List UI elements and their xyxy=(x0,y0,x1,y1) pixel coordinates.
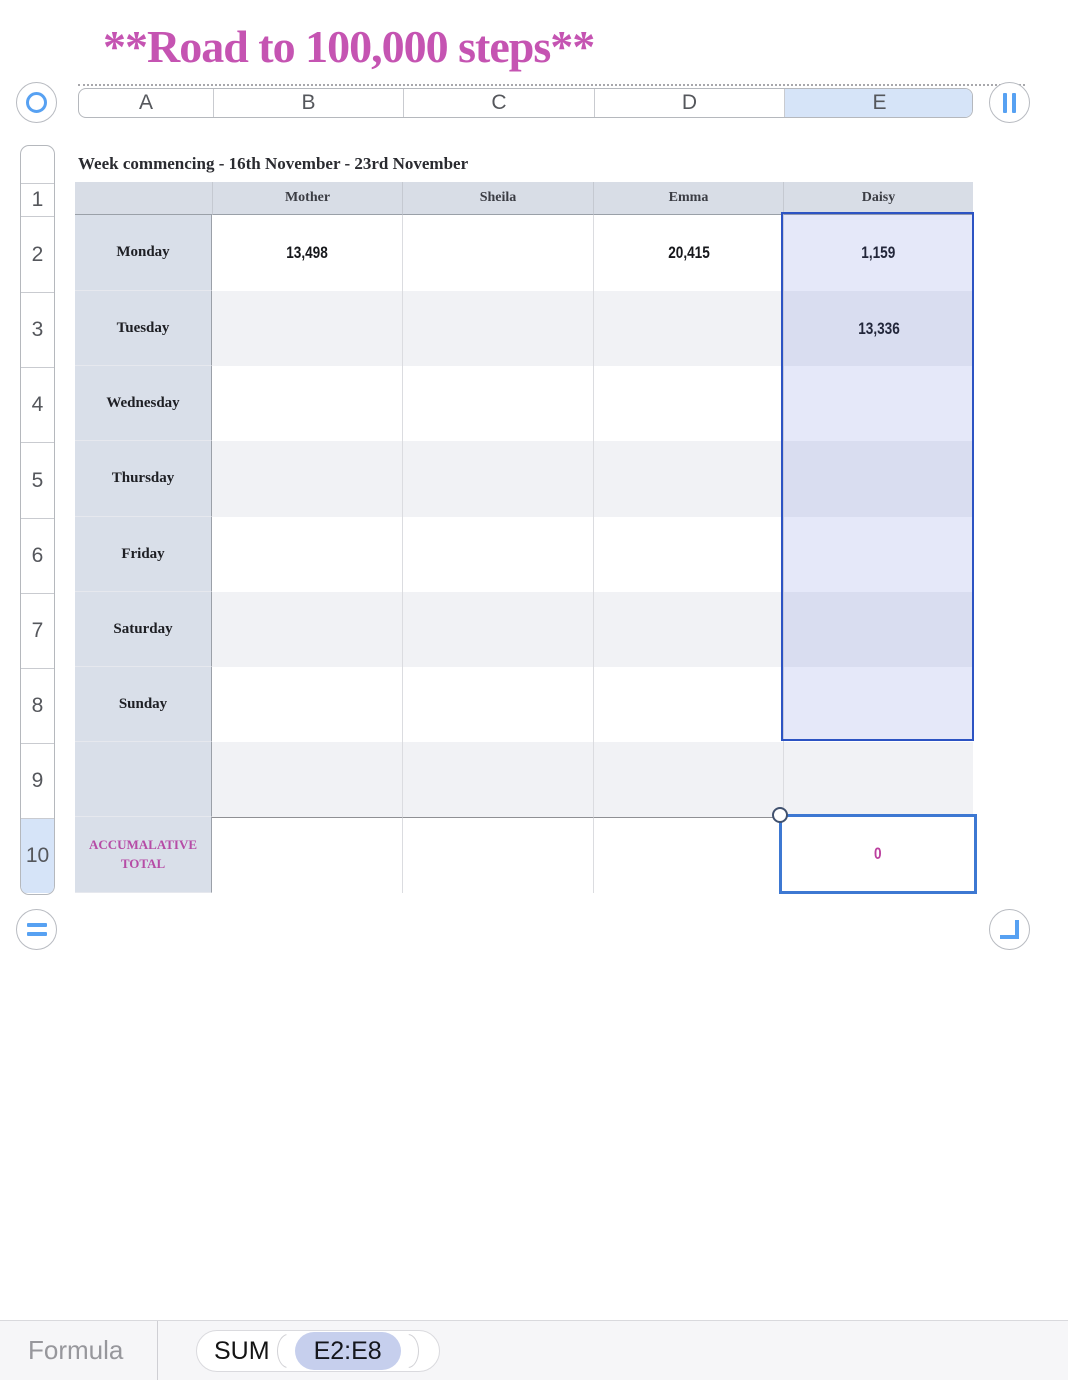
table-cell[interactable] xyxy=(593,817,783,893)
row-header-title[interactable] xyxy=(21,146,54,183)
table-cell[interactable] xyxy=(783,742,973,817)
add-row-button[interactable] xyxy=(16,909,57,950)
row-bars-icon xyxy=(27,923,47,936)
table-cell[interactable] xyxy=(593,215,783,291)
row-header-10[interactable]: 10 xyxy=(21,818,54,893)
row-header-1[interactable]: 1 xyxy=(21,183,54,216)
table-cell[interactable] xyxy=(212,441,402,517)
cell-value: 13,336 xyxy=(857,318,900,338)
table-cell[interactable]: Sheila xyxy=(402,182,593,215)
table-cell[interactable] xyxy=(593,291,783,366)
formula-function-token[interactable]: SUM xyxy=(214,1336,270,1365)
formula-bar-divider xyxy=(157,1321,158,1380)
table-title-cell[interactable]: Week commencing - 16th November - 23rd November xyxy=(78,153,469,173)
row-header-3[interactable]: 3 xyxy=(21,292,54,367)
row-label-cell[interactable]: Sunday xyxy=(75,667,212,742)
table-cell[interactable] xyxy=(212,742,402,817)
row-label-cell[interactable]: Tuesday xyxy=(75,291,212,366)
column-header-a[interactable]: A xyxy=(138,91,153,114)
column-header-bar xyxy=(78,88,973,118)
table-cell[interactable]: Daisy xyxy=(783,182,973,215)
formula-bar-label: Formula xyxy=(28,1335,124,1365)
row-header-5[interactable]: 5 xyxy=(21,442,54,518)
table-row xyxy=(75,145,973,182)
table-cell[interactable]: Mother xyxy=(212,182,402,215)
add-column-button[interactable] xyxy=(989,82,1030,123)
formula-bar xyxy=(0,1320,1068,1380)
row-header-9[interactable]: 9 xyxy=(21,743,54,818)
table-cell[interactable] xyxy=(402,742,593,817)
row-label-cell[interactable] xyxy=(75,817,212,893)
table-cell[interactable] xyxy=(402,441,593,517)
table-cell[interactable] xyxy=(593,441,783,517)
select-all-icon xyxy=(26,92,47,113)
table-header-row xyxy=(75,182,973,215)
active-cell-e10[interactable] xyxy=(779,814,977,894)
table-cell[interactable] xyxy=(212,291,402,366)
page-title: **Road to 100,000 steps** xyxy=(103,21,595,72)
column-header-b[interactable]: B xyxy=(213,89,403,117)
table-cell[interactable] xyxy=(402,592,593,667)
table-cell[interactable] xyxy=(212,215,402,291)
table-cell[interactable] xyxy=(212,667,402,742)
cell-value: 13,498 xyxy=(286,243,328,262)
row-label-cell[interactable] xyxy=(75,742,212,817)
table-cell[interactable] xyxy=(402,517,593,592)
total-label: ACCUMALATIVE TOTAL xyxy=(88,837,198,871)
table-cell[interactable] xyxy=(212,592,402,667)
table-cell[interactable] xyxy=(402,366,593,441)
active-cell-value: 0 xyxy=(874,844,882,863)
table-cell[interactable] xyxy=(402,215,593,291)
formula-range-token[interactable]: E2:E8 xyxy=(295,1332,401,1370)
row-header-7[interactable]: 7 xyxy=(21,593,54,668)
table-cell[interactable] xyxy=(75,182,212,215)
cell-value: 20,415 xyxy=(667,243,710,262)
table-cell[interactable] xyxy=(593,517,783,592)
row-label-cell[interactable]: Monday xyxy=(75,215,212,291)
row-label-cell[interactable]: Wednesday xyxy=(75,366,212,441)
row-header-2[interactable]: 2 xyxy=(21,216,54,292)
column-bars-icon xyxy=(1003,93,1016,113)
table-cell[interactable] xyxy=(212,366,402,441)
table-cell[interactable] xyxy=(593,742,783,817)
select-table-button[interactable] xyxy=(16,82,57,123)
table-cell[interactable] xyxy=(402,291,593,366)
table-row xyxy=(75,742,973,817)
table-cell[interactable] xyxy=(593,592,783,667)
cell-value: 1,159 xyxy=(861,243,896,262)
table-outline-dotted xyxy=(78,84,1025,86)
column-header-e[interactable]: E xyxy=(784,89,973,117)
table-cell[interactable] xyxy=(593,667,783,742)
table-cell[interactable] xyxy=(212,517,402,592)
row-header-bar xyxy=(20,145,55,895)
table-cell[interactable] xyxy=(212,817,402,893)
column-header-c[interactable]: C xyxy=(403,89,594,117)
row-header-4[interactable]: 4 xyxy=(21,367,54,442)
table-cell[interactable] xyxy=(593,366,783,441)
formula-range-selection[interactable] xyxy=(781,212,974,741)
row-label-cell[interactable]: Thursday xyxy=(75,441,212,517)
formula-token-group[interactable] xyxy=(196,1330,440,1372)
corner-resize-icon xyxy=(1000,920,1019,939)
row-header-6[interactable]: 6 xyxy=(21,518,54,593)
row-header-8[interactable]: 8 xyxy=(21,668,54,743)
table-cell[interactable]: Emma xyxy=(593,182,783,215)
table-cell[interactable] xyxy=(402,817,593,893)
column-header-d[interactable]: D xyxy=(594,89,784,117)
resize-table-button[interactable] xyxy=(989,909,1030,950)
row-label-cell[interactable]: Friday xyxy=(75,517,212,592)
table-cell[interactable] xyxy=(402,667,593,742)
selection-handle[interactable] xyxy=(772,807,788,823)
row-label-cell[interactable]: Saturday xyxy=(75,592,212,667)
